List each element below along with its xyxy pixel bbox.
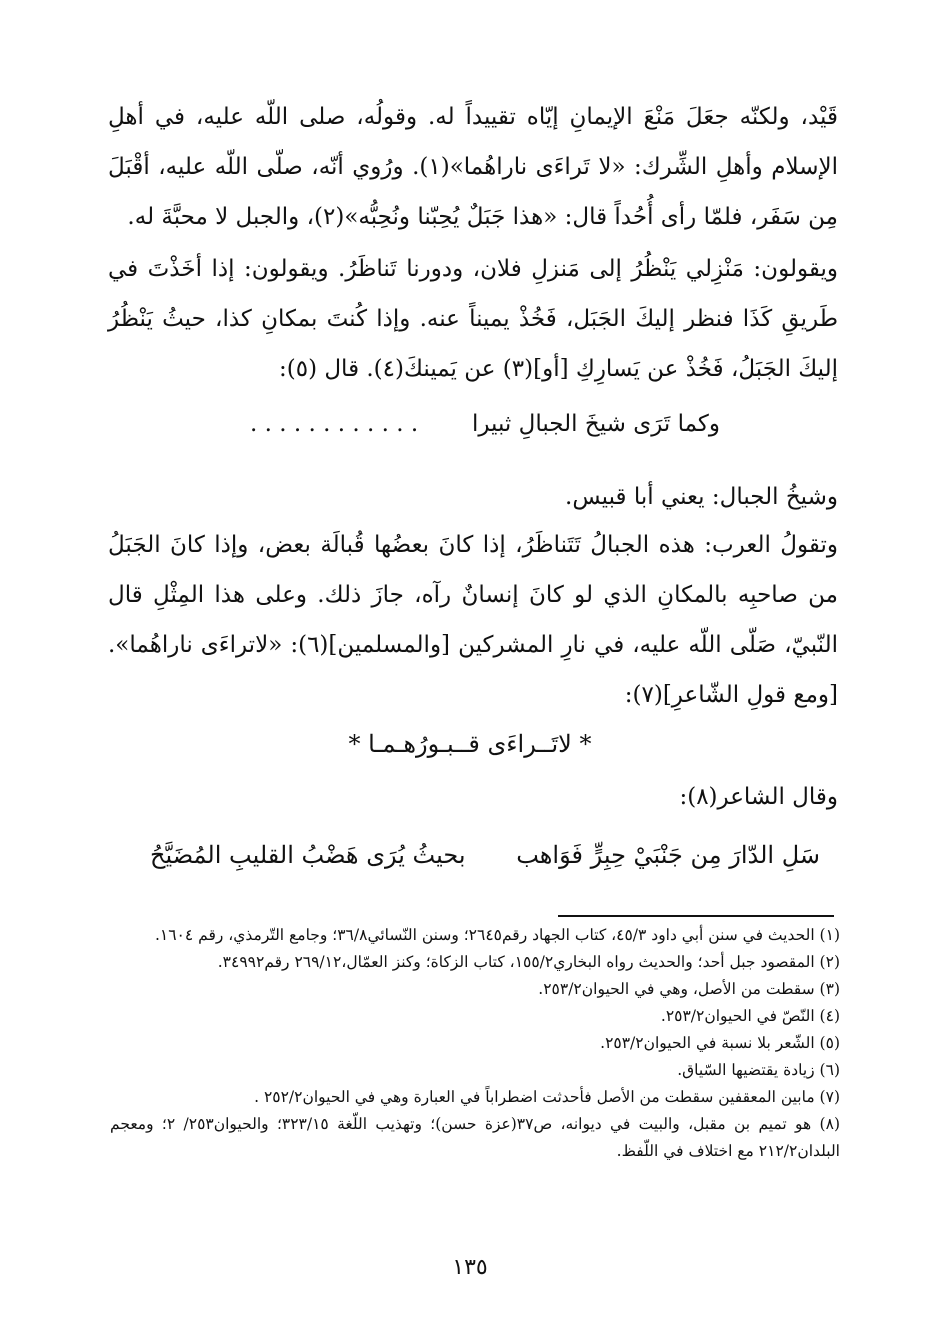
footnote-2: (٢) المقصود جبل أحد؛ والحديث رواه البخاري١٥٥/٢، كتاب الزكاة؛ وكنز العمّال،٢٦٩/١٢ رقم٣٤٩٩٢. xyxy=(217,953,840,971)
verse-1-first-hemistich: وكما تَرَى شيخَ الجبالِ ثبيرا xyxy=(471,411,720,437)
footnote-6: (٦) زيادة يقتضيها السّياق. xyxy=(677,1061,840,1079)
footnotes xyxy=(110,922,840,1165)
footnote-separator xyxy=(558,915,834,917)
body-paragraph-1: قَيْد، ولكنّه جعَلَ مَنْعَ الإيمانِ إيّاه تقييداً له. وقولُه، صلى اللّه عليه، في أهلِ الإسلام وأهلِ الشِّرك: «لا تَراءَى ناراهُما»(١). ورُوي أنّه، صلّى اللّه عليه، أقْبَلَ مِن سَفَر، فلمّا رأى أُحُداً قال: «هذا جَبَلٌ يُحِبّنا ونُحِبُّه»(٢)، والجبل لا محبَّةَ له. xyxy=(108,104,838,230)
poem-verse-2: * لاتَــراءَى قــبـورُهـمـا * xyxy=(348,730,592,758)
footnote-8: (٨) هو تميم بن مقبل، والبيت في ديوانه، ص٣٧(عزة حسن)؛ وتهذيب اللّغة ٣٢٣/١٥؛ والحيوان٢٥٣/ ٢؛ ومعجم البلدان٢١٢/٢ مع اختلاف في اللّفظ. xyxy=(110,1115,840,1160)
body-paragraph-2: ويقولون: مَنْزِلي يَنْظُرُ إلى مَنزلِ فلان، ودورنا تَناظَرُ. ويقولون: إذا أخَذْتَ في طَريقِ كَذَا فنظر إليكَ الجَبَل، فَخُذْ يميناً عنه. وإذا كُنتَ بمكانِ كذا، حيثُ يَنْظُرُ إليكَ الجَبَلُ، فَخُذْ عن يَسارِكِ [أو](٣) عن يَمينكَ(٤). قال (٥): xyxy=(108,256,838,382)
verse-3-first-hemistich: سَلِ الدّارَ مِن جَنْبَيْ حِبِرٍّ فَوَاهب xyxy=(516,841,820,869)
verse-1-second-hemistich: . . . . . . . . . . . . xyxy=(250,411,419,437)
footnote-3: (٣) سقطت من الأصل، وهي في الحيوان٢٥٣/٢. xyxy=(538,980,840,998)
body-paragraph-3: وشيخُ الجبال: يعني أبا قبيس. xyxy=(565,484,838,510)
footnote-5: (٥) الشّعر بلا نسبة في الحيوان٢٥٣/٢. xyxy=(600,1034,840,1052)
poem-verse-3 xyxy=(150,830,820,880)
body-paragraph-5: وقال الشاعر(٨): xyxy=(679,784,838,810)
verse-3-second-hemistich: بحيثُ يُرَى هَضْبُ القليبِ المُضَيَّحُ xyxy=(150,841,466,869)
body-paragraph-4: وتقولُ العرب: هذه الجبالُ تَتَناظَرُ، إذا كانَ بعضُها قُبالَة بعض، وإذا كانَ الجَبَلُ من صاحبِه بالمكانِ الذي لو كانَ إنسانٌ رآه، جازَ ذلك. وعلى هذا المِثْلِ قال النّبيّ، صَلّى اللّه عليه، في نارِ المشركين [والمسلمين](٦): «لاتراءَى ناراهُما». [ومع قولِ الشّاعرِ](٧): xyxy=(108,532,838,708)
footnote-4: (٤) النّصّ في الحيوان٢٥٣/٢. xyxy=(660,1007,840,1025)
poem-verse-1 xyxy=(250,402,720,446)
footnote-1: (١) الحديث في سنن أبي داود ٤٥/٣، كتاب الجهاد رقم٢٦٤٥؛ وسنن النّسائي٣٦/٨؛ وجامع التّرمذي، رقم ١٦٠٤. xyxy=(154,926,840,944)
footnote-7: (٧) مابين المعقفين سقطت من الأصل فأحدثت اضطراباً في العبارة وهي في الحيوان٢٥٢/٢ . xyxy=(254,1088,840,1106)
page-number: ١٣٥ xyxy=(452,1255,488,1280)
